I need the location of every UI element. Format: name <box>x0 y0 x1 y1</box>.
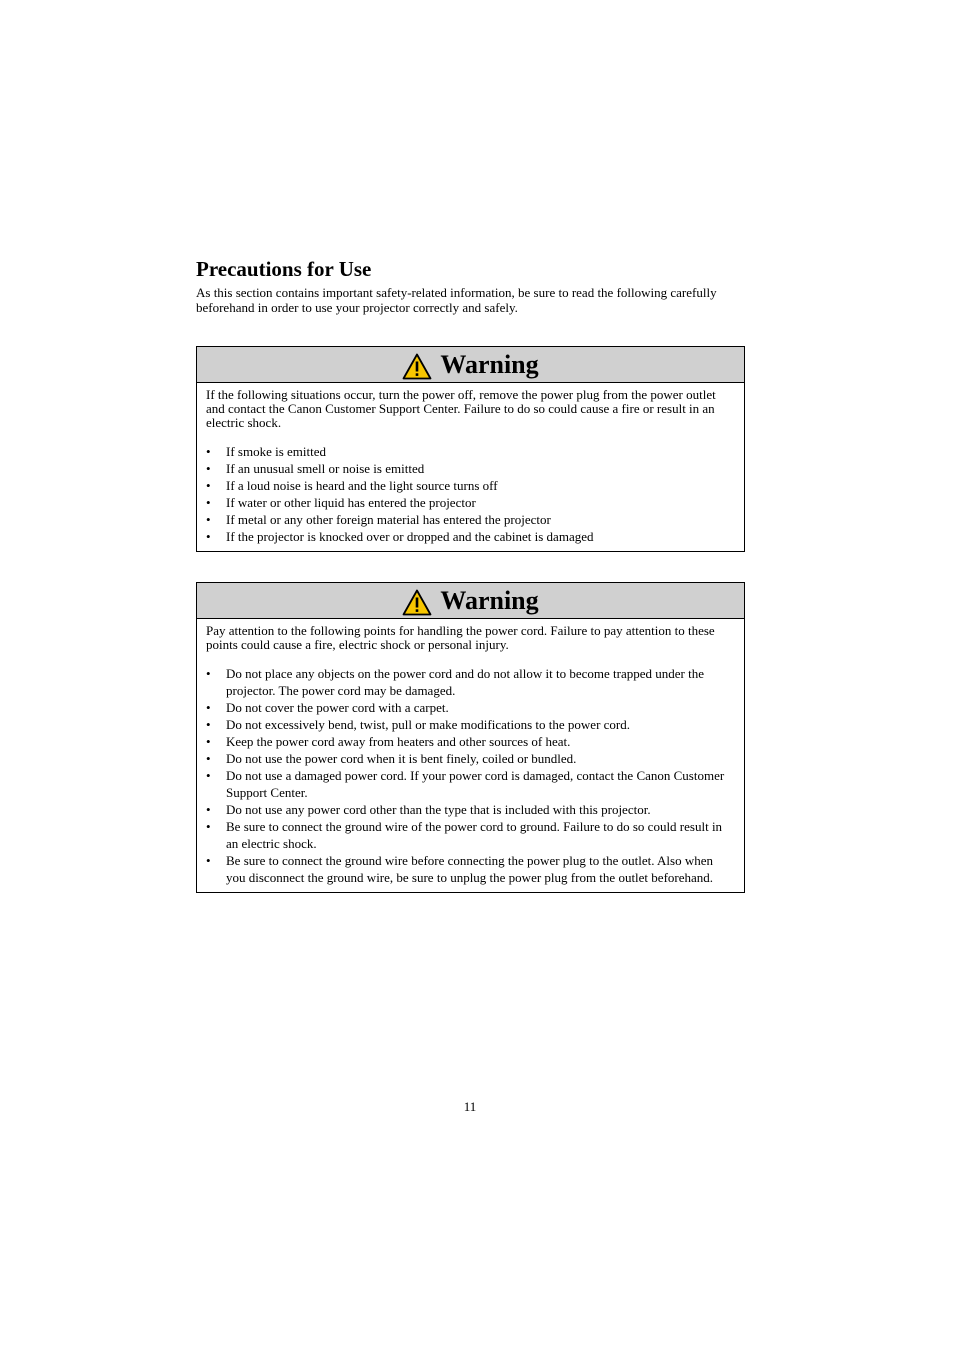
intro-paragraph: As this section contains important safety-related information, be sure to read the following carefully beforehand in order to use your projector correctly and safely. <box>196 285 717 315</box>
page-number: 11 <box>463 1099 477 1114</box>
warning-body <box>197 383 744 551</box>
list-item: • Do not use the power cord when it is bent finely, coiled or bundled. <box>206 751 577 766</box>
warning-header <box>197 583 744 619</box>
warning-title: Warning <box>440 585 539 615</box>
warning-list <box>206 665 735 886</box>
list-item: • Keep the power cord away from heaters and other sources of heat. <box>206 734 571 749</box>
warning-box-2 <box>196 582 745 893</box>
list-item: • Do not excessively bend, twist, pull or make modifications to the power cord. <box>206 717 630 732</box>
list-item: • If a loud noise is heard and the light source turns off <box>206 478 498 493</box>
warning-description: Pay attention to the following points for handling the power cord. Failure to pay attention to these points could cause a fire, electric shock or personal injury. <box>206 623 715 652</box>
list-item: • Do not use any power cord other than the type that is included with this projector. <box>206 802 651 817</box>
list-item: • If the projector is knocked over or dropped and the cabinet is damaged <box>206 529 594 544</box>
list-item: • Be sure to connect the ground wire before connecting the power plug to the outlet. Also when you disconnect the ground wire, be sure to unplug the power plug from the outlet beforehand. <box>206 853 714 885</box>
list-item: • If smoke is emitted <box>206 444 327 459</box>
list-item: • Do not cover the power cord with a carpet. <box>206 700 449 715</box>
warning-box-1 <box>196 346 745 552</box>
warning-header <box>197 347 744 383</box>
warning-body <box>197 619 744 892</box>
warning-title: Warning <box>440 349 539 379</box>
list-item: • Do not use a damaged power cord. If your power cord is damaged, contact the Canon Customer Support Center. <box>206 768 725 800</box>
list-item: • If an unusual smell or noise is emitted <box>206 461 425 476</box>
list-item: • If metal or any other foreign material has entered the projector <box>206 512 551 527</box>
list-item: • Be sure to connect the ground wire of the power cord to ground. Failure to do so could result in an electric shock. <box>206 819 723 851</box>
warning-triangle-icon <box>402 353 432 380</box>
page-heading: Precautions for Use <box>196 257 372 281</box>
list-item: • If water or other liquid has entered the projector <box>206 495 476 510</box>
warning-triangle-icon <box>402 589 432 616</box>
list-item: • Do not place any objects on the power cord and do not allow it to become trapped under the projector. The power cord may be damaged. <box>206 666 704 698</box>
warning-description: If the following situations occur, turn the power off, remove the power plug from the power outlet and contact the Canon Customer Support Center. Failure to do so could cause a fire or result in an electric shock. <box>206 387 716 430</box>
warning-list <box>206 443 735 545</box>
